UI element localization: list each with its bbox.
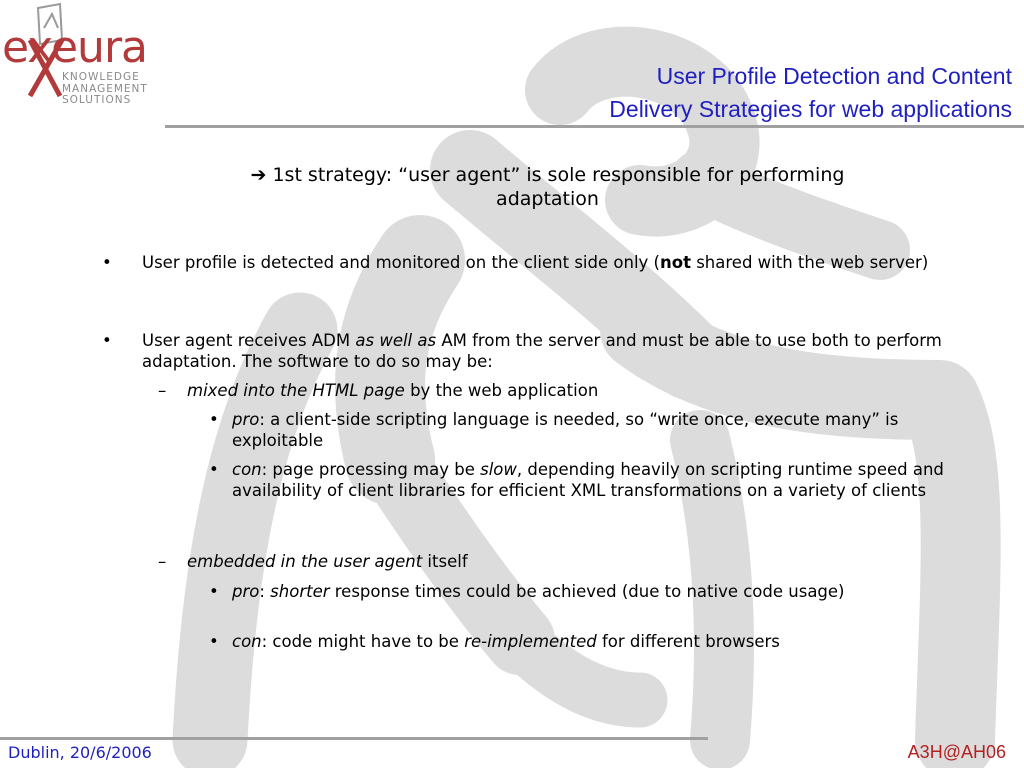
sub-sub-bullet-rest: response times could be achieved (due to native code usage) (329, 582, 845, 601)
footer-divider (0, 737, 708, 740)
dash-marker-icon: – (158, 381, 167, 400)
strategy-line2: adaptation (496, 188, 599, 210)
bullet-dot-icon: • (102, 253, 112, 272)
sub-bullet-italic: mixed into the HTML page (187, 381, 405, 400)
sub-bullet-text (187, 380, 947, 401)
bullet-dot-icon: • (102, 331, 112, 350)
strategy-heading (160, 163, 935, 211)
bullet-text-part: User profile is detected and monitored on the client side only ( (142, 253, 660, 272)
sub-bullet-rest: itself (422, 552, 468, 571)
sub-sub-bullet-text (232, 581, 947, 602)
arrow-right-icon: ➔ (250, 164, 267, 186)
sub-bullet-rest: by the web application (404, 381, 599, 400)
bullet-text-bold: not (659, 253, 691, 272)
sub-sub-bullet-italic: shorter (270, 582, 330, 601)
footer-event-code: A3H@AH06 (907, 742, 1006, 762)
sub-sub-bullet-text (232, 409, 947, 451)
sub-sub-bullet-rest: : a client-side scripting language is needed, so “write once, execute many” is exploitable (232, 410, 899, 450)
footer-location-date: Dublin, 20/6/2006 (8, 743, 152, 762)
logo-wordmark: exeura (2, 22, 147, 73)
sub-sub-bullet-rest: : page processing may be (261, 460, 481, 479)
logo-tagline-line2: MANAGEMENT (62, 82, 148, 95)
bullet-text (142, 330, 962, 372)
con-label: con (232, 460, 262, 479)
strategy-line1 (160, 163, 935, 187)
bullet-text (142, 252, 942, 273)
sub-bullet-italic: embedded in the user agent (187, 552, 423, 571)
slide-title-line1: User Profile Detection and Content (656, 63, 1012, 89)
bullet-dot-icon: • (209, 410, 219, 429)
con-label: con (232, 632, 262, 651)
logo-tagline-line3: SOLUTIONS (62, 94, 132, 106)
sub-sub-bullet-rest: : code might have to be (261, 632, 465, 651)
logo-tagline-line1: KNOWLEDGE (62, 71, 140, 83)
sub-sub-bullet-text (232, 459, 947, 501)
bullet-text-part: AM from the server and must be able to use both to perform adaptation. The software to do so may be: (142, 331, 942, 371)
dash-marker-icon: – (158, 552, 167, 571)
sub-sub-bullet-italic: slow (480, 460, 517, 479)
sub-sub-bullet-italic: re-implemented (464, 632, 597, 651)
sub-sub-bullet-text (232, 631, 947, 652)
sub-bullet-text (187, 551, 947, 572)
pro-label: pro (232, 582, 260, 601)
sub-sub-bullet-rest: for different browsers (596, 632, 780, 651)
bullet-dot-icon: • (209, 582, 219, 601)
bullet-dot-icon: • (209, 460, 219, 479)
bullet-dot-icon: • (209, 632, 219, 651)
slide-title-line2: Delivery Strategies for web applications (609, 96, 1012, 122)
sub-sub-bullet-rest: , depending heavily on scripting runtime speed and availability of client libraries for efficient XML transformations on a variety of clients (232, 460, 944, 500)
strategy-line1-text: 1st strategy: “user agent” is sole responsible for performing (272, 164, 845, 186)
bullet-text-italic: as well as (355, 331, 437, 350)
bullet-text-part: shared with the web server) (690, 253, 929, 272)
sub-sub-bullet-rest: : (259, 582, 271, 601)
bullet-text-part: User agent receives ADM (142, 331, 356, 350)
pro-label: pro (232, 410, 260, 429)
